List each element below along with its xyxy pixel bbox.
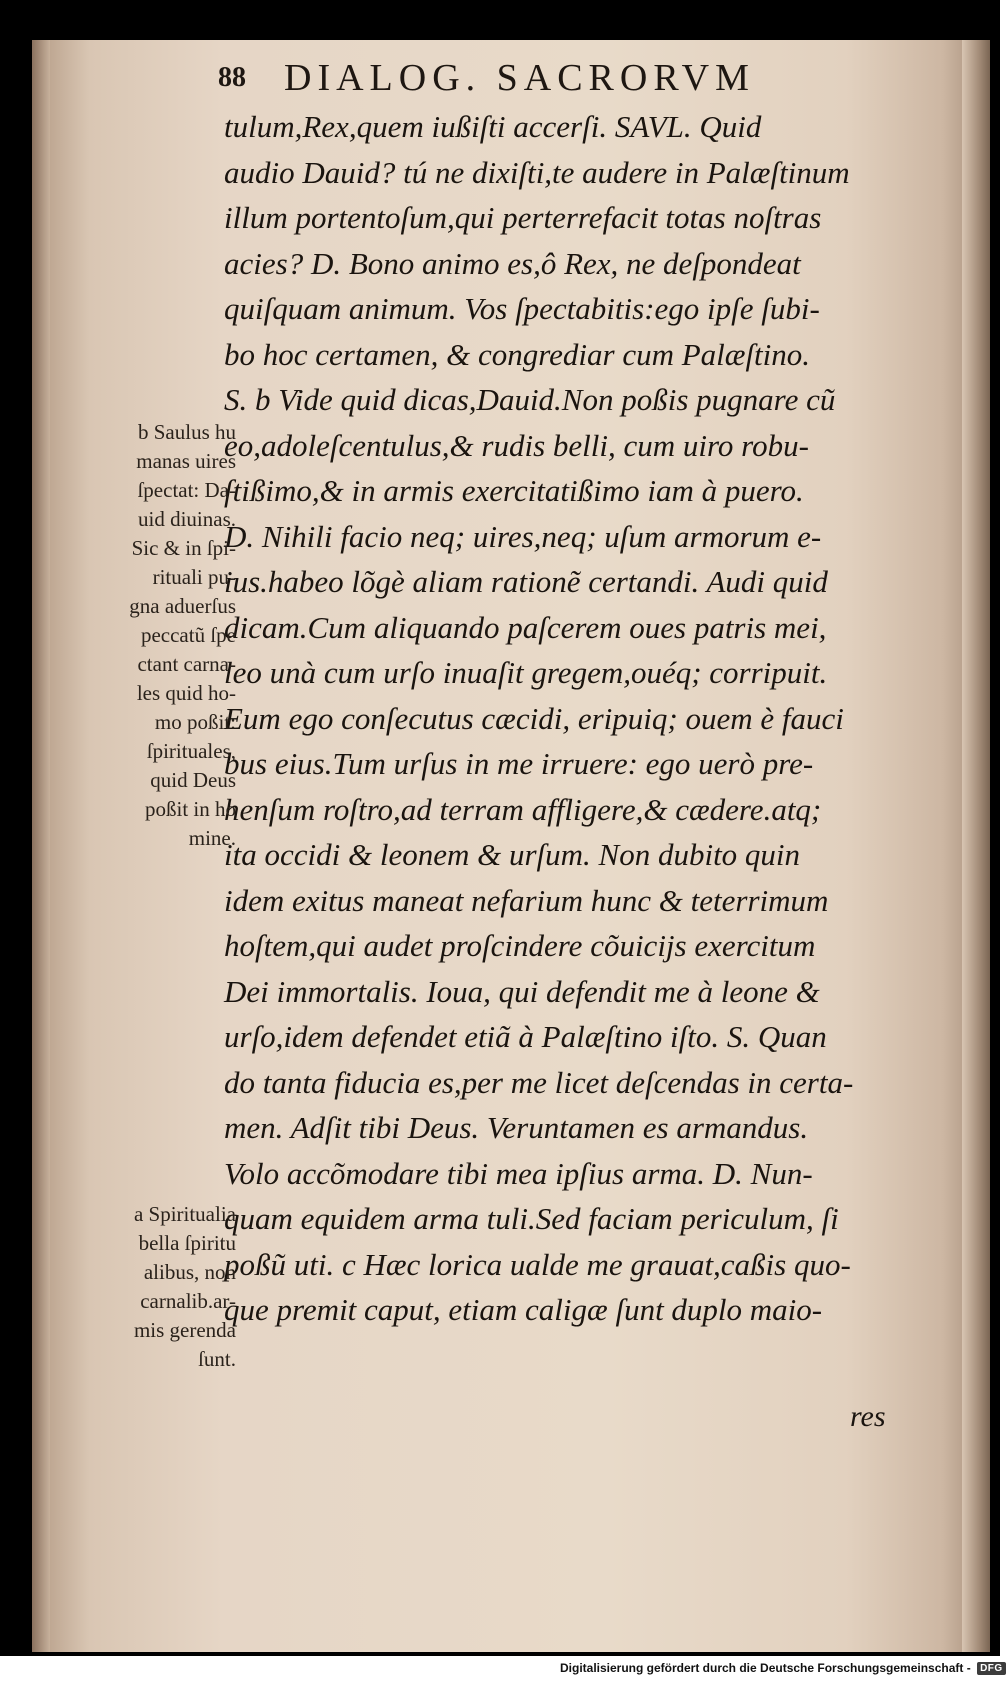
text-line: eo,adoleſcentulus,& rudis belli, cum uiro robu- (224, 427, 809, 463)
main-text-block (224, 104, 938, 1333)
margin-note-line: peccatũ ſpe (140, 623, 236, 647)
margin-note-line: ſunt. (198, 1347, 236, 1371)
page-binding-edge (32, 40, 50, 1652)
text-line: ita occidi & leonem & urſum. Non dubito quin (224, 837, 801, 872)
margin-note-line: alibus, non (143, 1260, 236, 1284)
margin-note-line: poßit in ho (144, 797, 236, 821)
margin-note-line: carnalib.ar- (140, 1289, 236, 1313)
text-line: idem exitus maneat nefarium hunc & teterrimum (224, 882, 829, 918)
credit-text: Digitalisierung gefördert durch die Deutsche Forschungsgemeinschaft - (560, 1661, 971, 1675)
running-title: DIALOG. SACRORVM (284, 57, 755, 99)
text-line: urſo,idem defendet etiã à Palæſtino iſto. S. Quan (224, 1019, 827, 1054)
dfg-logo: DFG (977, 1662, 1006, 1675)
text-line: quam equidem arma tuli.Sed faciam periculum, ſi (224, 1201, 839, 1236)
page-header (218, 52, 898, 102)
margin-note-line: Sic & in ſpi- (131, 536, 236, 560)
page-number: 88 (218, 62, 246, 93)
text-line: ius.habeo lõgè aliam rationẽ certandi. Audi quid (224, 564, 828, 599)
text-line: Eum ego conſecutus cæcidi, eripuiq; ouem è fauci (224, 700, 844, 736)
margin-note-line: mis gerenda (133, 1318, 236, 1342)
margin-note-line: rituali pu- (152, 565, 236, 589)
margin-note-line: bella ſpiritu (138, 1231, 236, 1255)
page-outer-edge (962, 40, 990, 1652)
margin-note-line: b Saulus hu (137, 420, 236, 444)
text-line: D. Nihili facio neq; uires,neq; uſum armorum e- (224, 518, 822, 554)
text-line: leo unà cum urſo inuaſit gregem,ouéq; corripuit. (224, 655, 828, 690)
catchword: res (850, 1400, 886, 1433)
margin-note-line: a Spiritualia (133, 1202, 236, 1226)
text-line: quiſquam animum. Vos ſpectabitis:ego ipſe ſubi- (224, 291, 820, 326)
margin-note-line: gna aduerſus (129, 594, 236, 618)
margin-note-line: quid Deus (150, 768, 236, 792)
margin-note-line: mine. (188, 826, 236, 850)
margin-note-line: manas uires (136, 449, 236, 473)
text-line: que premit caput, etiam caligæ ſunt duplo maio- (224, 1292, 823, 1327)
text-line: acies? D. Bono animo es,ô Rex, ne deſpondeat (224, 245, 801, 281)
text-line: audio Dauid? tú ne dixiſti,te audere in Palæſtinum (224, 154, 850, 190)
text-line: tulum,Rex,quem iußiſti accerſi. SAVL. Quid (224, 109, 762, 144)
text-line: S. b Vide quid dicas,Dauid.Non poßis pugnare cũ (224, 382, 836, 417)
margin-note-line: ſpectat: Da- (137, 478, 236, 502)
digitization-credit (560, 1661, 1006, 1679)
text-line: henſum roſtro,ad terram affligere,& cædere.atq; (224, 791, 822, 827)
text-line: do tanta fiducia es,per me licet deſcendas in certa- (224, 1064, 854, 1100)
text-line: Dei immortalis. Ioua, qui defendit me à leone & (224, 973, 820, 1009)
margin-note-line: ſpirituales, (146, 739, 236, 763)
text-line: poßũ uti. c Hæc lorica ualde me grauat,caßis quo- (224, 1246, 851, 1282)
margin-note-a (72, 1200, 236, 1374)
margin-note-b (72, 418, 236, 853)
text-line: men. Adſit tibi Deus. Veruntamen es armandus. (224, 1110, 809, 1145)
text-line: ſtißimo,& in armis exercitatißimo iam à puero. (224, 473, 804, 508)
text-line: illum portentoſum,qui perterrefacit totas noſtras (224, 200, 822, 235)
text-line: bo hoc certamen, & congrediar cum Palæſtino. (224, 336, 811, 372)
margin-note-line: mo poßit: (154, 710, 236, 734)
margin-note-line: les quid ho- (136, 681, 236, 705)
text-line: dicam.Cum aliquando paſcerem oues patris mei, (224, 609, 827, 645)
text-line: Volo accõmodare tibi mea ipſius arma. D. Nun- (224, 1155, 813, 1191)
text-line: bus eius.Tum urſus in me irruere: ego uerò pre- (224, 746, 814, 781)
margin-note-line: ctant carna- (137, 652, 236, 676)
margin-note-line: uid diuinas. (138, 507, 236, 531)
text-line: hoſtem,qui audet proſcindere cõuicijs exercitum (224, 928, 816, 963)
